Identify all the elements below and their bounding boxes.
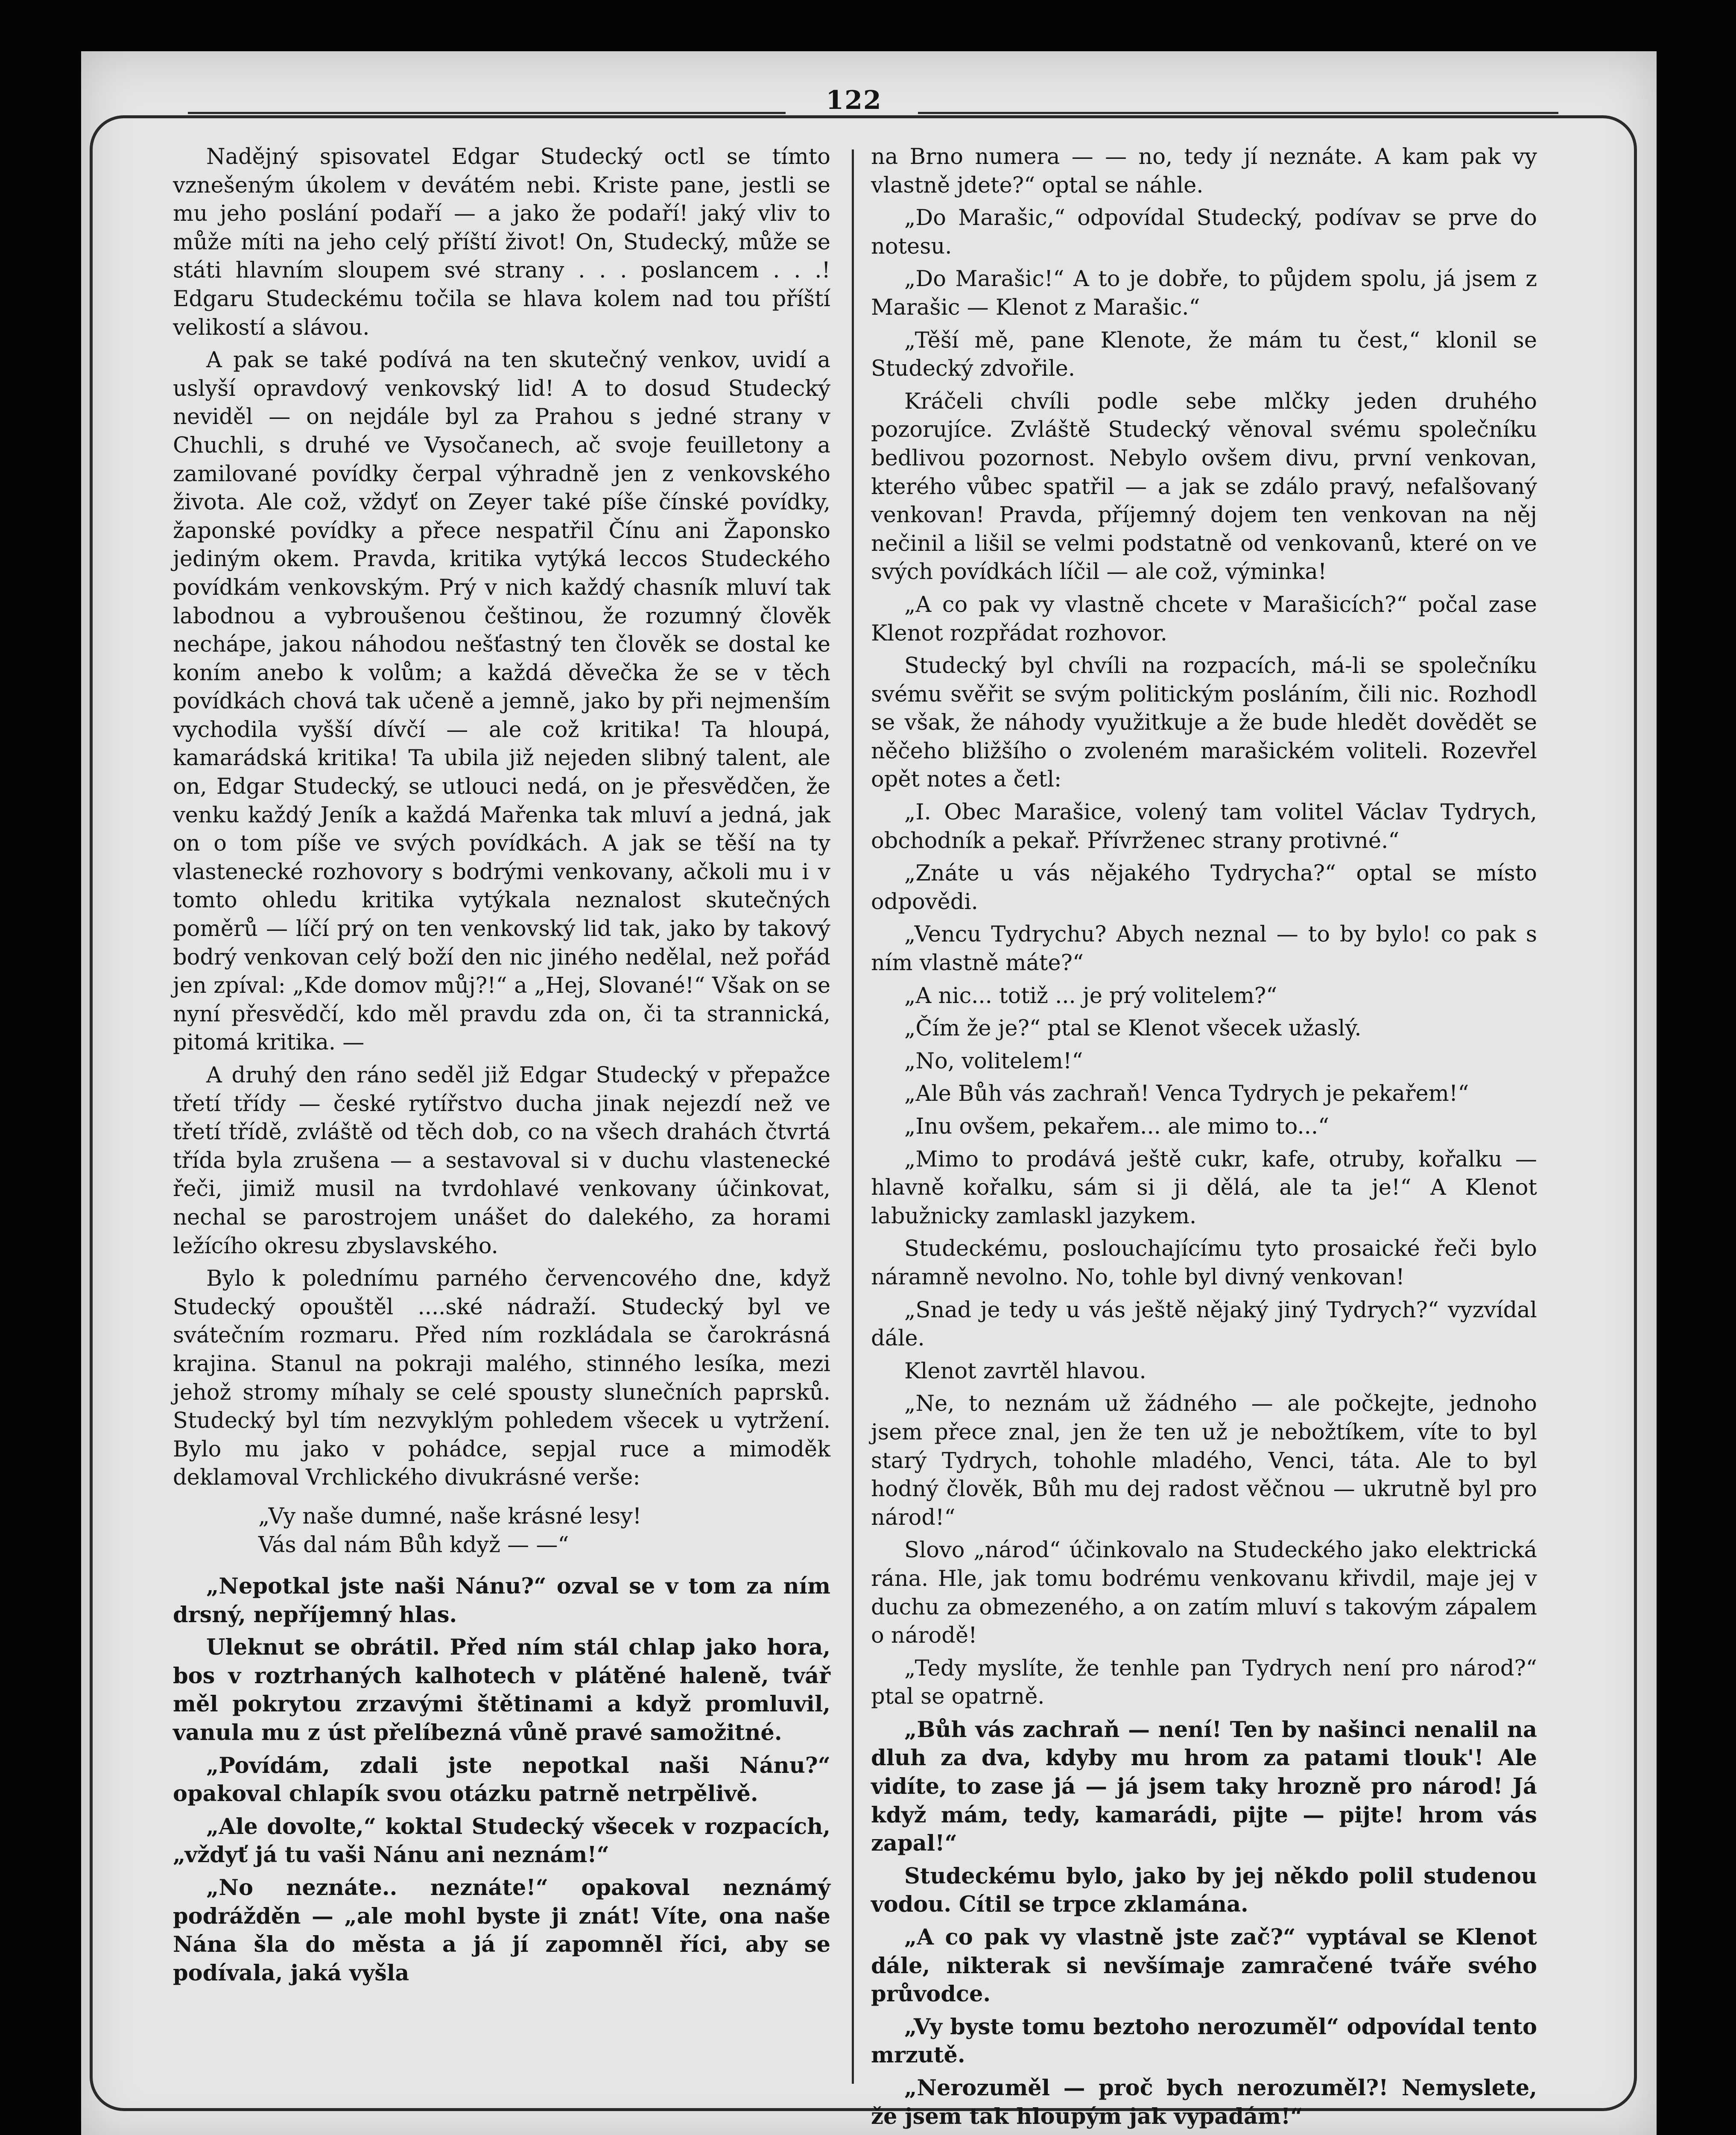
- paragraph: „Inu ovšem, pekařem... ale mimo to...“: [904, 1114, 1330, 1139]
- paragraph: „A nic... totiž ... je prý volitelem?“: [904, 983, 1277, 1009]
- paragraph: A pak se také podívá na ten skutečný venkov, uvidí a uslyší opravdový venkovský lid! A to dosud Studecký neviděl — on nejdále byl za Prahou s jedné strany v Chuchli, s druhé ve Vysočanech, ač svoje feuilletony a zamilované povídky čerpal výhradně jen z venkovského života. Ale což, vždyť on Zeyer také píše čínské povídky, žaponské povídky a přece nespatřil Čínu ani Žaponsko jediným okem. Pravda, kritika vytýká leccos Studeckého povídkám venkovským. Prý v nich každý chasník mluví tak labodnou a vybroušenou češtinou, že rozumný člověk nechápe, jakou náhodou nešťastný ten člověk se dostal ke koním anebo k volům; a každá děvečka že se v těch povídkách chová tak učeně a jemně, jako by při nejmenším vychodila vyšší dívčí — ale což kritika! Ta hloupá, kamarádská kritika! Ta ubila již nejeden slibný talent, ale on, Edgar Studecký, se utlouci nedá, on je přesvědčen, že venku každý Jeník a každá Mařenka tak mluví a jedná, jak on o tom píše ve svých povídkách. A jak se těší na ty vlastenecké rozhovory s bodrými venkovany, ačkoli mu i v tomto ohledu kritika vytýkala neznalost skutečných poměrů — líčí prý on ten venkovský lid tak, jako by takový bodrý venkovan celý boží den nic jiného nedělal, než pořád jen zpíval: „Kde domov můj?!“ a „Hej, Slované!“ Však on se nyní přesvědčí, kdo měl pravdu zda on, či ta strannická, pitomá kritika. —: [173, 348, 830, 1056]
- header-rule-left: [188, 112, 786, 114]
- paragraph: Nadějný spisovatel Edgar Studecký octl se tímto vznešeným úkolem v devátém nebi. Kriste pane, jestli se mu jeho poslání podaří — a jako že podaří! jaký vliv to může míti na jeho celý příští život! On, Studecký, může se státi hlavním sloupem své strany . . . poslancem . . .! Edgaru Studeckému točila se hlava kolem nad tou příští velikostí a slávou.: [173, 144, 830, 340]
- paragraph: na Brno numera — — no, tedy jí neznáte. A kam pak vy vlastně jdete?“ optal se náhle.: [871, 144, 1537, 198]
- scanned-page: [81, 51, 1657, 2135]
- paragraph: „Vy byste tomu beztoho nerozuměl“ odpovídal tento mrzutě.: [871, 2014, 1537, 2068]
- paragraph: „Tedy myslíte, že tenhle pan Tydrych není pro národ?“ ptal se opatrně.: [871, 1655, 1537, 1710]
- paragraph: „A co pak vy vlastně chcete v Marašicích?“ počal zase Klenot rozpřádat rozhovor.: [871, 592, 1537, 646]
- paragraph: „Bůh vás zachraň — není! Ten by našinci nenalil na dluh za dva, kdyby mu hrom za patami tlouk'! Ale vidíte, to zase já — já jsem taky hrozně pro národ! Já když mám, tedy, kamarádi, pijte — pijte! hrom vás zapal!“: [871, 1717, 1537, 1857]
- paragraph: Studecký byl chvíli na rozpacích, má-li se společníku svému svěřit se svým politickým posláním, čili nic. Rozhodl se však, že náhody využitkuje a že bude hledět dovědět se něčeho bližšího o zvoleném marašickém voliteli. Rozevřel opět notes a četl:: [871, 653, 1537, 793]
- paragraph: „Znáte u vás nějakého Tydrycha?“ optal se místo odpovědi.: [871, 861, 1537, 915]
- paragraph: Studeckému, poslouchajícímu tyto prosaické řeči bylo náramně nevolno. No, tohle byl divný venkovan!: [871, 1236, 1537, 1290]
- paragraph: „Nerozuměl — proč bych nerozuměl?! Nemyslete, že jsem tak hloupým jak vypadám!“: [871, 2075, 1537, 2129]
- paragraph: „Do Marašic!“ A to je dobře, to půjdem spolu, já jsem z Marašic — Klenot z Marašic.“: [871, 266, 1537, 320]
- paragraph: „Ale Bůh vás zachraň! Venca Tydrych je pekařem!“: [904, 1081, 1469, 1107]
- paragraph: „Nepotkal jste naši Nánu?“ ozval se v tom za ním drsný, nepříjemný hlas.: [173, 1573, 830, 1628]
- verse-line: „Vy naše dumné, naše krásné lesy!: [258, 1503, 642, 1529]
- paragraph: Kráčeli chvíli podle sebe mlčky jeden druhého pozorujíce. Zvláště Studecký věnoval svému společníku bedlivou pozornost. Nebylo ovšem divu, první venkovan, kterého vůbec spatřil — a jak se zdálo pravý, nefalšovaný venkovan! Pravda, příjemný dojem ten venkovan na něj nečinil a lišil se velmi podstatně od venkovanů, které on ve svých povídkách líčil — ale což, výminka!: [871, 389, 1537, 585]
- left-column: [173, 143, 830, 1992]
- paragraph: „Vencu Tydrychu? Abych neznal — to by bylo! co pak s ním vlastně máte?“: [871, 922, 1537, 976]
- header-rule-right: [918, 112, 1558, 114]
- paragraph: „Do Marašic,“ odpovídal Studecký, podívav se prve do notesu.: [871, 205, 1537, 259]
- paragraph: „Ne, to neznám už žádného — ale počkejte, jednoho jsem přece znal, jen že ten už je nebožtíkem, víte to byl starý Tydrych, tohohle mladého, Venci, táta. Ale to byl hodný člověk, Bůh mu dej radost věčnou — ukrutně byl pro národ!“: [871, 1391, 1537, 1530]
- verse-line: Vás dal nám Bůh když — —“: [258, 1532, 569, 1558]
- paragraph: Klenot zavrtěl hlavou.: [904, 1358, 1146, 1384]
- paragraph: „I. Obec Marašice, volený tam volitel Václav Tydrych, obchodník a pekař. Přívrženec strany protivné.“: [871, 800, 1537, 854]
- paragraph: Slovo „národ“ účinkovalo na Studeckého jako elektrická rána. Hle, jak tomu bodrému venkovanu křivdil, maje jej v duchu za obmezeného, a on zatím mluví s takovým zápalem o národě!: [871, 1538, 1537, 1649]
- paragraph: „Těší mě, pane Klenote, že mám tu čest,“ klonil se Studecký zdvořile.: [871, 328, 1537, 382]
- paragraph: „A co pak vy vlastně jste zač?“ vyptával se Klenot dále, nikterak si nevšímaje zamračené tváře svého průvodce.: [871, 1924, 1537, 2007]
- paragraph: Studeckému bylo, jako by jej někdo polil studenou vodou. Cítil se trpce zklamána.: [871, 1863, 1537, 1918]
- paragraph: „No, volitelem!“: [904, 1048, 1083, 1074]
- paragraph: „Mimo to prodává ještě cukr, kafe, otruby, kořalku — hlavně kořalku, sám si ji dělá, ale ta je!“ A Klenot labužnicky zamlaskl jazykem.: [871, 1146, 1537, 1229]
- paragraph: Bylo k polednímu parného červencového dne, když Studecký opouštěl ....ské nádraží. Studecký byl ve svátečním rozmaru. Před ním rozkládala se čarokrásná krajina. Stanul na pokraji malého, stinného lesíka, mezi jehož stromy míhaly se celé spousty slunečních paprsků. Studecký byl tím nezvyklým pohledem všecek u vytržení. Bylo mu jako v pohádce, sepjal ruce a mimoděk deklamoval Vrchlického divukrásné verše:: [173, 1266, 830, 1491]
- paragraph: „Povídám, zdali jste nepotkal naši Nánu?“ opakoval chlapík svou otázku patrně netrpělivě.: [173, 1752, 830, 1807]
- right-column: [871, 143, 1537, 2135]
- paragraph: „Čím že je?“ ptal se Klenot všecek užaslý.: [904, 1016, 1362, 1041]
- paragraph: Uleknut se obrátil. Před ním stál chlap jako hora, bos v roztrhaných kalhotech v plátěné haleně, tvář měl pokrytou zrzavými štětinami a když promluvil, vanula mu z úst přelíbezná vůně pravé samožitné.: [173, 1635, 830, 1746]
- page-number: 122: [826, 85, 882, 115]
- paragraph: „Snad je tedy u vás ještě nějaký jiný Tydrych?“ vyzvídal dále.: [871, 1297, 1537, 1351]
- paragraph: A druhý den ráno seděl již Edgar Studecký v přepažce třetí třídy — české rytířstvo ducha jinak nejezdí než ve třetí třídě, zvláště od těch dob, co na všech drahách čtvrtá třída byla zrušena — a sestavoval si v duchu vlastenecké řeči, jimiž musil na tvrdohlavé venkovany účinkovat, nechal se parostrojem unášet do dalekého, za horami ležícího okresu zbyslavského.: [173, 1063, 830, 1259]
- column-divider: [852, 149, 854, 2084]
- paragraph: „No neznáte.. neznáte!“ opakoval neznámý podrážděn — „ale mohl byste ji znát! Víte, ona naše Nána šla do města a já jí zapomněl říci, aby se podívala, jaká vyšla: [173, 1875, 830, 1986]
- paragraph: „Ale dovolte,“ koktal Studecký všecek v rozpacích, „vždyť já tu vaši Nánu ani neznám!“: [173, 1813, 830, 1868]
